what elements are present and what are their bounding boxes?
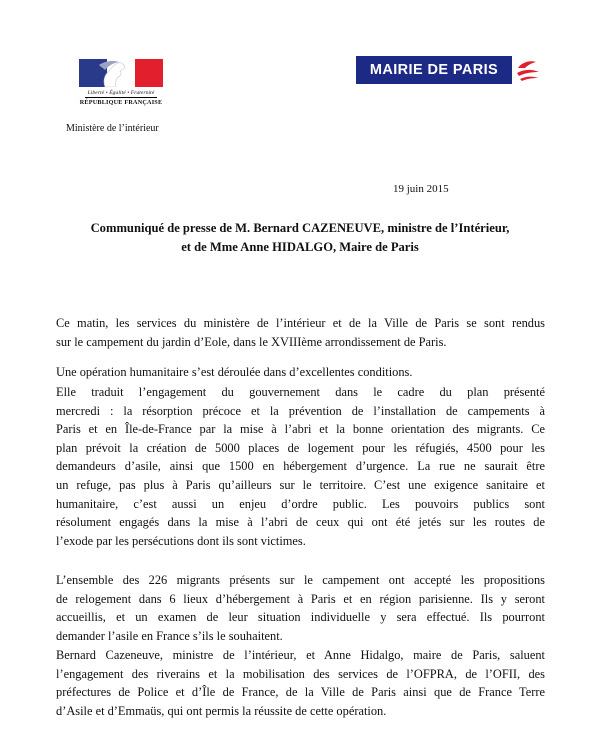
paragraph-government-plan <box>56 383 545 550</box>
text-line: d’Asile et d’Emmaüs, qui ont permis la réussite de cette opération. <box>56 703 387 718</box>
text-line: demandeurs d’asile, ainsi que 1500 en hébergement d’urgence. La rue ne saurait être <box>56 459 545 474</box>
paragraph-intro <box>56 314 545 351</box>
text-line: Bernard Cazeneuve, ministre de l’intérieur, et Anne Hidalgo, maire de Paris, saluent <box>56 648 545 662</box>
text-line: mercredi : la résorption précoce et la prévention de l’installation de campements à <box>56 403 545 418</box>
text-line: demander l’asile en France s’ils le souhaitent. <box>56 628 283 643</box>
mairie-de-paris-logo <box>356 55 542 85</box>
text-line: Une opération humanitaire s’est déroulée dans d’excellentes conditions. <box>56 365 413 379</box>
text-line: sur le campement du jardin d’Eole, dans le XVIIIème arrondissement de Paris. <box>56 334 447 349</box>
paragraph-migrants <box>56 571 545 645</box>
release-date: 19 juin 2015 <box>393 183 449 195</box>
text-line: l’engagement des riverains et la mobilisation des services de l’OFPRA, de l’OFII, des <box>56 666 545 681</box>
text-line: L’ensemble des 226 migrants présents sur le campement ont accepté les propositions <box>56 573 545 587</box>
rf-name: RÉPUBLIQUE FRANÇAISE <box>79 99 163 106</box>
tricolor-flag-icon <box>79 59 163 87</box>
text-line: Elle traduit l’engagement du gouvernement dans le cadre du plan présenté <box>56 385 545 399</box>
text-line: plan prévoit la création de 5000 places de logement pour les réfugiés, 4500 pour les <box>56 440 545 455</box>
flag-red-band <box>135 59 163 87</box>
text-line: préfectures de Police et d’Île de France, de la Ville de Paris ainsi que de France Terre <box>56 685 545 700</box>
text-line: humanitaire, c’est aussi un enjeu d’ordre public. Les pouvoirs publics sont <box>56 496 545 511</box>
text-line: Paris et en Île-de-France par la mise à l’abri et la bonne orientation des migrants. Ce <box>56 422 545 437</box>
paragraph-operation <box>56 363 545 382</box>
text-line: l’exode par les persécutions dont ils sont victimes. <box>56 533 306 548</box>
title-line: et de Mme Anne HIDALGO, Maire de Paris <box>181 240 419 254</box>
ministry-label: Ministère de l’intérieur <box>66 123 159 134</box>
press-release-title <box>60 219 540 257</box>
mairie-de-paris-wordmark: MAIRIE DE PARIS <box>356 56 512 84</box>
rf-motto: Liberté • Égalité • Fraternité <box>87 90 155 96</box>
text-line: résolument engagés dans la mise à l’abri de ceux qui ont été jetés sur les routes de <box>56 515 545 530</box>
marianne-profile-icon <box>91 59 131 87</box>
republique-francaise-logo <box>79 59 163 106</box>
text-line: Ce matin, les services du ministère de l’intérieur et de la Ville de Paris se sont rendus <box>56 316 545 330</box>
paragraph-thanks <box>56 646 545 720</box>
text-line: accueillis, et un examen de leur situation individuelle y sera effectué. Ils pourront <box>56 610 545 625</box>
title-line: Communiqué de presse de M. Bernard CAZENEUVE, ministre de l’Intérieur, <box>90 221 510 235</box>
paris-ship-icon <box>514 56 542 84</box>
text-line: un refuge, pas plus à Paris qu’ailleurs sur le territoire. C’est une exigence sanitaire et <box>56 477 545 492</box>
text-line: de relogement dans 6 lieux d’hébergement à Paris et en région parisienne. Ils y seront <box>56 591 545 606</box>
rf-divider <box>85 97 157 98</box>
